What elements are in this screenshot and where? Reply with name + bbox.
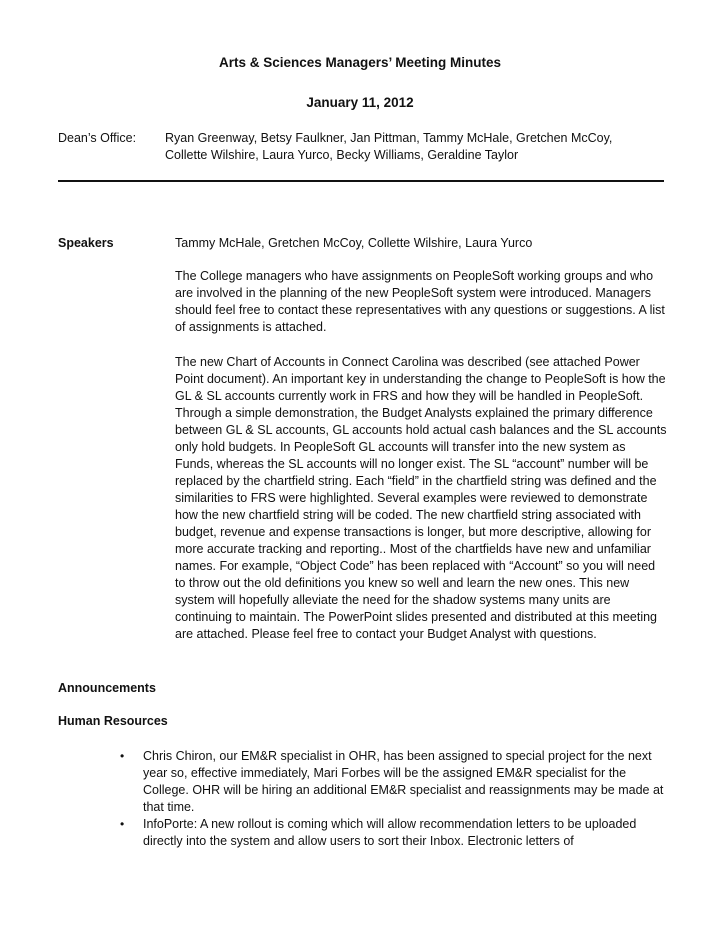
speakers-names: Tammy McHale, Gretchen McCoy, Collette Wilshire, Laura Yurco: [175, 236, 533, 250]
list-item: [120, 748, 665, 816]
deans-office-names: [165, 130, 665, 164]
human-resources-heading: Human Resources: [58, 714, 168, 728]
document-title: Arts & Sciences Managers’ Meeting Minutes: [218, 55, 502, 70]
bullet-icon: •: [120, 817, 125, 831]
announcements-heading: Announcements: [58, 681, 156, 695]
deans-office-names-line1: Ryan Greenway, Betsy Faulkner, Jan Pittman, Tammy McHale, Gretchen McCoy,: [165, 131, 613, 145]
bullet-icon: •: [120, 749, 125, 763]
human-resources-list: [120, 748, 665, 850]
horizontal-divider: [58, 180, 664, 182]
deans-office-label: Dean’s Office:: [58, 131, 137, 145]
speakers-label: Speakers: [58, 236, 114, 250]
list-item: [120, 816, 665, 850]
deans-office-names-line2: Collette Wilshire, Laura Yurco, Becky Williams, Geraldine Taylor: [165, 148, 519, 162]
list-item-text: Chris Chiron, our EM&R specialist in OHR, has been assigned to special project for the next year so, effective immediately, Mari Forbes will be the assigned EM&R specialist for the College. OHR will be hiring an additional EM&R specialist and reassignments may be made at that time.: [143, 749, 664, 814]
list-item-text: InfoPorte: A new rollout is coming which will allow recommendation letters to be uploaded directly into the system and allow users to sort their Inbox. Electronic letters of: [143, 817, 637, 848]
speakers-paragraph-chart-of-accounts: The new Chart of Accounts in Connect Carolina was described (see attached Power Point document). An important key in understanding the change to PeopleSoft is how the GL & SL accounts currently work in FRS and how they will be handled in PeopleSoft. Through a simple demonstration, the Budget Analysts explained the primary difference between GL & SL accounts, GL accounts hold actual cash balances and the SL accounts only hold budgets. In PeopleSoft GL accounts will transfer into the new system as Funds, whereas the SL accounts will no longer exist. The SL “account” number will be replaced by the chartfield string. Each “field” in the chartfield string was defined and the similarities to FRS were highlighted. Several examples were reviewed to demonstrate how the new chartfield string will be coded. The new chartfield string associated with budget, revenue and expense transactions is longer, but more descriptive, allowing for more accurate tracking and reporting.. Most of the chartfields have new and unfamiliar names. For example, “Object Code” has been replaced with “Account” so you will need to throw out the old definitions you knew so well and learn the new ones. This new system will hopefully alleviate the need for the shadow systems many units are continuing to maintain. The PowerPoint slides presented and distributed at this meeting are attached. Please feel free to contact your Budget Analyst with questions.: [175, 355, 667, 641]
speakers-paragraph-peoplesoft-groups: The College managers who have assignments on PeopleSoft working groups and who are involved in the planning of the new PeopleSoft system were introduced. Managers should feel free to contact these representatives with any questions or suggestions. A list of assignments is attached.: [175, 269, 665, 334]
meeting-date: January 11, 2012: [306, 95, 414, 110]
